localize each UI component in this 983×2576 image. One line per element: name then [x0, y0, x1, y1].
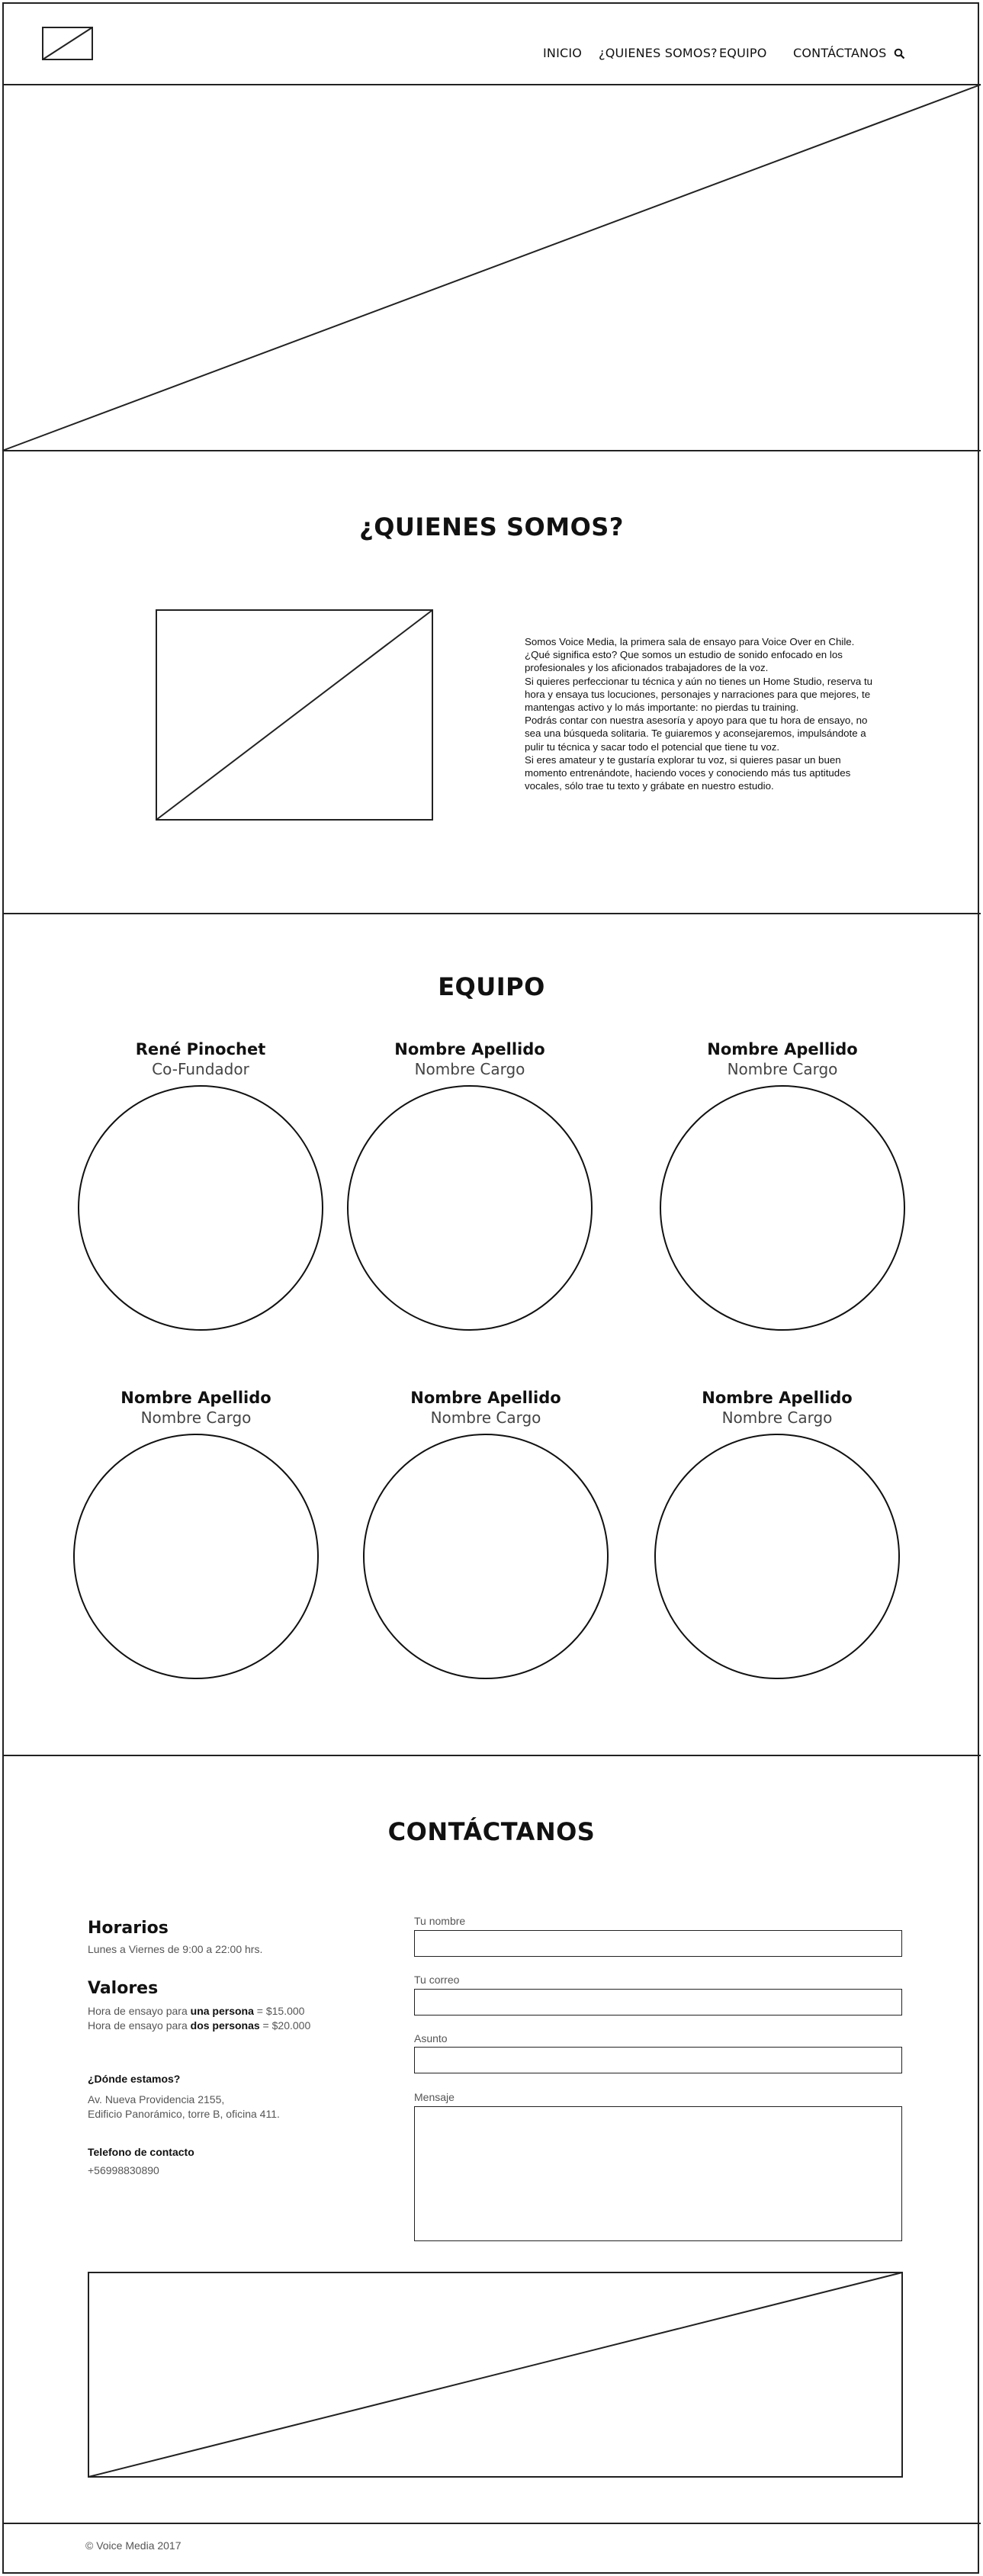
price-value: = $20.000: [259, 2019, 311, 2032]
member-avatar: [660, 1085, 905, 1331]
member-name: Nombre Apellido: [410, 1389, 561, 1407]
about-title: ¿QUIENES SOMOS?: [359, 512, 624, 541]
phone-number: +56998830890: [88, 2164, 159, 2176]
price-emphasis: dos personas: [190, 2019, 260, 2032]
price-text: Hora de ensayo para: [88, 2005, 191, 2017]
member-name: René Pinochet: [135, 1040, 266, 1058]
price-value: = $15.000: [253, 2005, 305, 2017]
nav-equipo[interactable]: EQUIPO: [719, 46, 767, 60]
team-member: [75, 1039, 326, 1331]
team-member: [657, 1039, 908, 1331]
member-name: Nombre Apellido: [120, 1389, 271, 1407]
about-divider: [2, 913, 981, 914]
member-avatar: [78, 1085, 323, 1331]
member-role: Nombre Cargo: [414, 1060, 525, 1078]
nav-quienes-somos[interactable]: ¿QUIENES SOMOS?: [599, 46, 718, 60]
team-member: [651, 1388, 903, 1679]
map-placeholder: [88, 2272, 903, 2478]
price-one-person: [88, 2004, 393, 2019]
member-role: Nombre Cargo: [430, 1408, 541, 1427]
member-avatar: [347, 1085, 593, 1331]
member-avatar: [73, 1434, 319, 1679]
member-role: Co-Fundador: [152, 1060, 249, 1078]
message-textarea[interactable]: [414, 2106, 902, 2241]
about-line: ¿Qué significa esto? Que somos un estudio de sonido enfocado en los profesionales y los aficionados trabajadores de la voz.: [525, 649, 843, 674]
about-text: [525, 635, 875, 792]
subject-label: Asunto: [414, 2032, 448, 2044]
nav-inicio[interactable]: INICIO: [543, 46, 583, 60]
about-image-placeholder: [156, 609, 433, 821]
hero-divider: [2, 450, 981, 451]
subject-input[interactable]: [414, 2047, 902, 2073]
nav-contactanos[interactable]: CONTÁCTANOS: [793, 46, 887, 60]
price-emphasis: una persona: [190, 2005, 254, 2017]
contact-divider: [2, 2523, 981, 2524]
address-line: Av. Nueva Providencia 2155,: [88, 2093, 225, 2105]
team-member: [360, 1388, 612, 1679]
logo-placeholder[interactable]: [42, 27, 93, 60]
email-input[interactable]: [414, 1989, 902, 2016]
contact-info: [88, 1919, 393, 2178]
about-line: Somos Voice Media, la primera sala de ensayo para Voice Over en Chile.: [525, 636, 855, 647]
about-line: Podrás contar con nuestra asesoría y apoyo para que tu hora de ensayo, no sea una búsqueda solitaria. Te guiaremos y aconsejaremos, impulsándote a pulir tu técnica y sacar todo el potencial que tiene tu voz.: [525, 715, 868, 753]
hero-image-placeholder: [2, 85, 981, 451]
member-role: Nombre Cargo: [721, 1408, 833, 1427]
price-text: Hora de ensayo para: [88, 2019, 191, 2032]
team-member: [70, 1388, 322, 1679]
prices-title: Valores: [88, 1979, 159, 1998]
email-label: Tu correo: [414, 1974, 460, 1986]
hours-title: Horarios: [88, 1919, 169, 1938]
about-line: Si eres amateur y te gustaría explorar tu voz, si quieres pasar un buen momento entrenándote, haciendo voces y conociendo más tus aptitudes vocales, sólo trae tu texto y grábate en nuestro estudio.: [525, 753, 851, 792]
hours-text: Lunes a Viernes de 9:00 a 22:00 hrs.: [88, 1943, 263, 1955]
member-avatar: [363, 1434, 609, 1679]
contact-title: CONTÁCTANOS: [387, 1817, 596, 1846]
message-label: Mensaje: [414, 2091, 455, 2103]
team-divider: [2, 1755, 981, 1756]
member-role: Nombre Cargo: [727, 1060, 838, 1078]
search-icon[interactable]: [894, 48, 905, 59]
about-line: Si quieres perfeccionar tu técnica y aún no tienes un Home Studio, reserva tu hora y ensaya tus locuciones, personajes y narraciones para que mejores, te mantengas activo y lo más importante: no pierdas tu training.: [525, 675, 873, 714]
location-title: ¿Dónde estamos?: [88, 2073, 181, 2085]
footer-copyright: © Voice Media 2017: [85, 2539, 182, 2552]
member-name: Nombre Apellido: [394, 1040, 545, 1058]
team-title: EQUIPO: [438, 972, 545, 1001]
member-role: Nombre Cargo: [140, 1408, 252, 1427]
team-member: [344, 1039, 596, 1331]
member-name: Nombre Apellido: [702, 1389, 853, 1407]
name-input[interactable]: [414, 1930, 902, 1957]
member-name: Nombre Apellido: [707, 1040, 858, 1058]
phone-title: Telefono de contacto: [88, 2146, 194, 2158]
name-label: Tu nombre: [414, 1915, 466, 1927]
address-line: Edificio Panorámico, torre B, oficina 411.: [88, 2108, 280, 2120]
price-two-persons: [88, 2019, 393, 2033]
member-avatar: [654, 1434, 900, 1679]
